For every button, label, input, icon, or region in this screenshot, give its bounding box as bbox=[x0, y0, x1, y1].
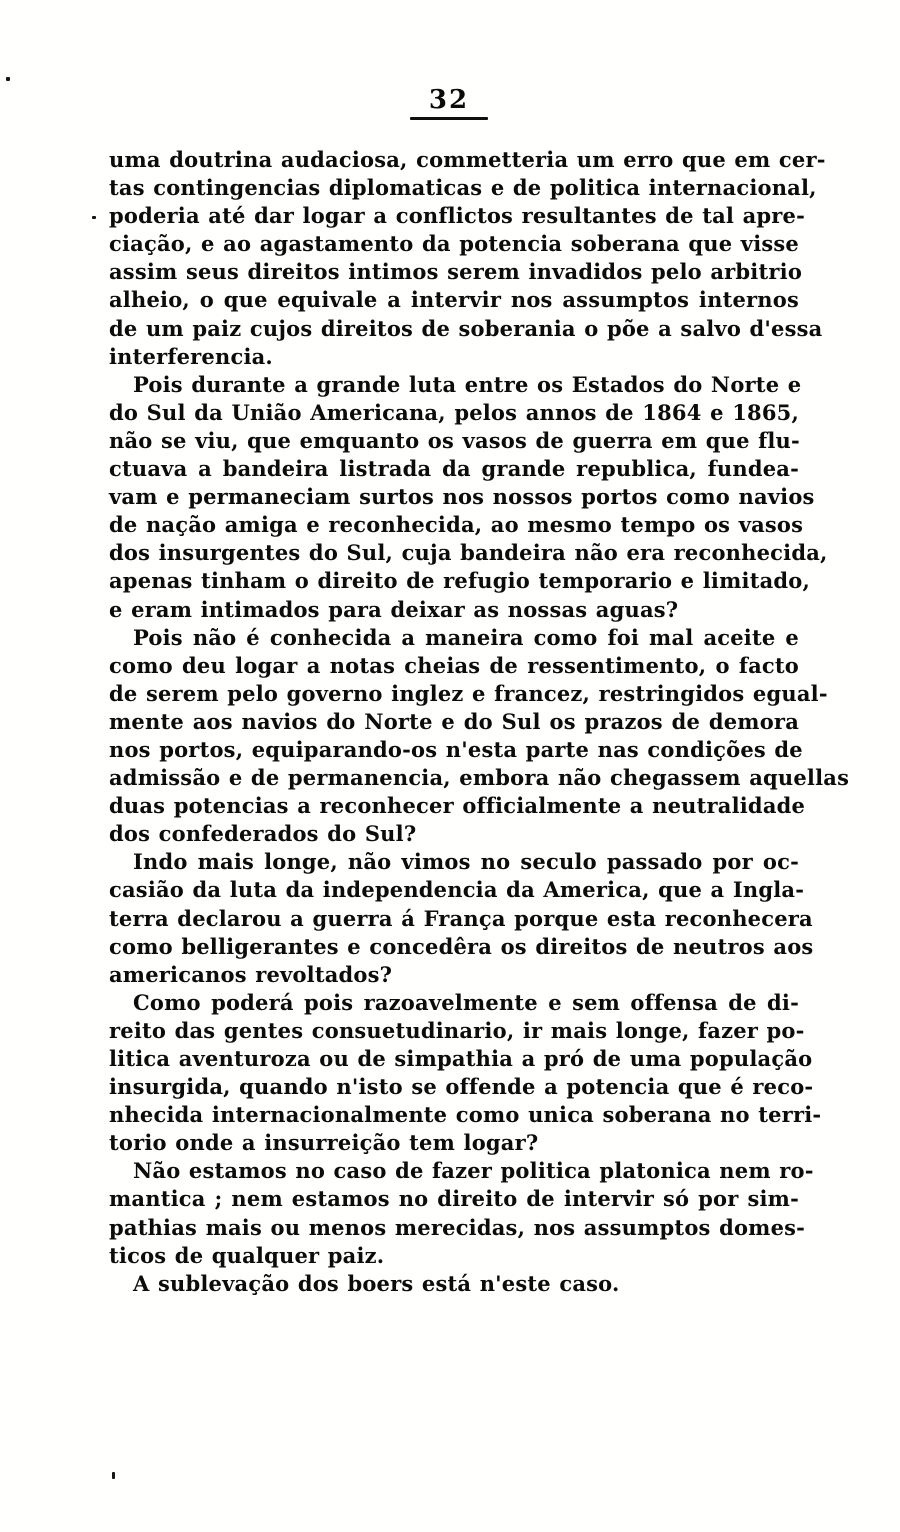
text-line: dos insurgentes do Sul, cuja bandeira não era reconhecida, bbox=[109, 540, 828, 566]
text-line: de um paiz cujos direitos de soberania o põe a salvo d'essa bbox=[109, 315, 823, 341]
text-line: de serem pelo governo inglez e francez, restringidos egual- bbox=[109, 680, 828, 706]
text-line: interferencia. bbox=[109, 343, 273, 369]
text-line: insurgida, quando n'isto se offende a potencia que é reco- bbox=[109, 1074, 814, 1100]
text-line: apenas tinham o direito de refugio temporario e limitado, bbox=[109, 568, 811, 594]
scan-speck bbox=[92, 216, 96, 219]
text-line: pathias mais ou menos merecidas, nos assumptos domes- bbox=[109, 1214, 806, 1240]
text-line: Não estamos no caso de fazer politica platonica nem ro- bbox=[133, 1158, 814, 1184]
text-line: assim seus direitos intimos serem invadidos pelo arbitrio bbox=[109, 259, 803, 285]
text-line: litica aventuroza ou de simpathia a pró de uma população bbox=[109, 1046, 813, 1071]
text-line: duas potencias a reconhecer officialmente a neutralidade bbox=[109, 793, 806, 819]
text-line: casião da luta da independencia da America, que a Ingla- bbox=[109, 877, 805, 903]
text-line: torio onde a insurreição tem logar? bbox=[109, 1130, 539, 1156]
text-line: não se viu, que emquanto os vasos de guerra em que flu- bbox=[109, 427, 800, 453]
text-line: alheio, o que equivale a intervir nos assumptos internos bbox=[109, 287, 799, 313]
text-line: dos confederados do Sul? bbox=[109, 821, 417, 847]
text-line: admissão e de permanencia, embora não chegassem aquellas bbox=[109, 765, 850, 791]
scan-speck bbox=[112, 1472, 115, 1479]
text-line: ciação, e ao agastamento da potencia soberana que visse bbox=[109, 231, 799, 257]
text-line: como deu logar a notas cheias de ressentimento, o facto bbox=[109, 652, 799, 678]
page-header bbox=[406, 86, 492, 120]
text-line: mente aos navios do Norte e do Sul os prazos de demora bbox=[109, 708, 799, 734]
text-line: ticos de qualquer paiz. bbox=[109, 1242, 385, 1268]
page-number: 32 bbox=[428, 85, 470, 115]
text-line: vam e permaneciam surtos nos nossos portos como navios bbox=[109, 484, 815, 510]
page-text-block bbox=[109, 146, 850, 1298]
text-line: nhecida internacionalmente como unica soberana no terri- bbox=[109, 1102, 822, 1128]
text-line: Indo mais longe, não vimos no seculo passado por oc- bbox=[133, 849, 799, 875]
text-line: tas contingencias diplomaticas e de politica internacional, bbox=[109, 175, 817, 201]
text-line: mantica ; nem estamos no direito de intervir só por sim- bbox=[109, 1186, 799, 1212]
text-line: uma doutrina audaciosa, commetteria um erro que em cer- bbox=[109, 147, 826, 172]
text-line: e eram intimados para deixar as nossas aguas? bbox=[109, 596, 679, 622]
scan-speck bbox=[6, 77, 10, 81]
text-line: A sublevação dos boers está n'este caso. bbox=[133, 1270, 620, 1296]
text-line: reito das gentes consuetudinario, ir mais longe, fazer po- bbox=[109, 1017, 805, 1043]
text-line: Pois durante a grande luta entre os Estados do Norte e bbox=[133, 371, 802, 397]
text-line: como belligerantes e concedêra os direitos de neutros aos bbox=[109, 933, 814, 959]
text-line: Como poderá pois razoavelmente e sem offensa de di- bbox=[133, 989, 799, 1015]
text-line: terra declarou a guerra á França porque esta reconhecera bbox=[109, 905, 813, 931]
page-number-underline bbox=[410, 117, 488, 120]
text-line: ctuava a bandeira listrada da grande republica, fundea- bbox=[109, 456, 799, 482]
text-line: poderia até dar logar a conflictos resultantes de tal apre- bbox=[109, 203, 806, 229]
text-line: do Sul da União Americana, pelos annos de 1864 e 1865, bbox=[109, 399, 799, 425]
text-line: nos portos, equiparando-os n'esta parte nas condições de bbox=[109, 736, 803, 762]
text-line: de nação amiga e reconhecida, ao mesmo tempo os vasos bbox=[109, 512, 804, 538]
text-line: Pois não é conhecida a maneira como foi mal aceite e bbox=[133, 624, 799, 650]
text-line: americanos revoltados? bbox=[109, 961, 393, 987]
